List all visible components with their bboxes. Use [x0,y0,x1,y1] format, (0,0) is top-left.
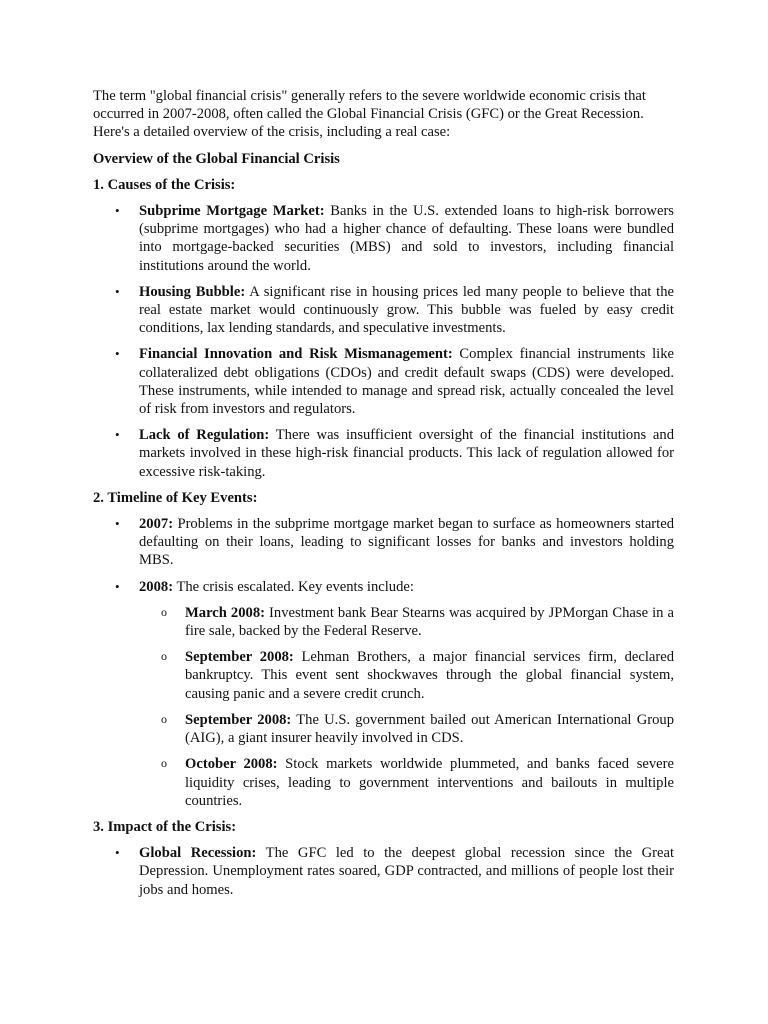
item-term: March 2008: [185,604,265,621]
list-item [93,283,674,338]
item-term: Lack of Regulation: [139,427,270,444]
list-item [93,515,674,570]
bullet-icon: • [115,427,120,443]
section-2-heading: 2. Timeline of Key Events: [93,489,258,506]
item-term: 2008: [139,578,174,595]
list-item [93,426,674,481]
item-text: Banks in the U.S. extended loans to high-risk borrowers (subprime mortgages) who had a higher chance of defaulting. These loans were bundled into mortgage-backed securities (MBS) and sold to investors, including financial institutions around the world. [139,203,674,274]
overview-heading: Overview of the Global Financial Crisis [93,150,340,167]
item-term: September 2008: [185,649,294,666]
list-item [93,578,674,810]
causes-list [93,202,674,481]
intro-paragraph: The term "global financial crisis" generally refers to the severe worldwide economic crisis that occurred in 2007-2008, often called the Global Financial Crisis (GFC) or the Great Recession. Here's a detailed overview of the crisis, including a real case: [93,88,646,141]
item-text: The GFC led to the deepest global recession since the Great Depression. Unemployment rates soared, GDP contracted, and millions of people lost their jobs and homes. [139,845,675,898]
circle-bullet-icon: o [161,649,167,664]
section-3-heading: 3. Impact of the Crisis: [93,818,237,835]
bullet-icon: • [115,516,120,532]
circle-bullet-icon: o [161,756,167,771]
section-1-heading: 1. Causes of the Crisis: [93,176,236,193]
bullet-icon: • [115,346,120,362]
document-body [93,87,674,907]
sublist-item [139,711,674,747]
item-text: Lehman Brothers, a major financial services firm, declared bankruptcy. This event sent shockwaves through the global financial system, causing panic and a severe credit crunch. [185,649,674,702]
item-text: Stock markets worldwide plummeted, and banks faced severe liquidity crises, leading to government interventions and bailouts in multiple countries. [185,756,674,809]
key-events-sublist [139,604,674,810]
timeline-list [93,515,674,810]
item-text: Investment bank Bear Stearns was acquired by JPMorgan Chase in a fire sale, backed by the Federal Reserve. [185,604,674,640]
item-text: There was insufficient oversight of the financial institutions and markets involved in these high-risk financial products. This lack of regulation allowed for excessive risk-taking. [139,427,674,480]
list-item [93,202,674,275]
bullet-icon: • [115,578,120,594]
circle-bullet-icon: o [161,711,167,726]
item-text: Complex financial instruments like collateralized debt obligations (CDOs) and credit default swaps (CDS) were developed. These instruments, while intended to manage and spread risk, actually concealed the level of risk from investors and regulators. [139,346,674,418]
item-term: September 2008: [185,711,292,728]
item-text: Problems in the subprime mortgage market began to surface as homeowners started defaulting on their loans, leading to significant losses for banks and investors holding MBS. [139,516,674,569]
bullet-icon: • [115,845,120,861]
item-text: The crisis escalated. Key events include: [173,578,414,595]
bullet-icon: • [115,203,120,219]
sublist-item [139,755,674,810]
item-term: Housing Bubble: [139,283,246,300]
item-term: Global Recession: [139,845,257,862]
item-term: 2007: [139,516,174,533]
sublist-item [139,648,674,703]
list-item [93,345,674,418]
item-term: Subprime Mortgage Market: [139,203,325,220]
item-term: Financial Innovation and Risk Mismanagement: [139,346,453,363]
item-text: The U.S. government bailed out American International Group (AIG), a giant insurer heavily involved in CDS. [185,711,674,747]
sublist-item [139,604,674,640]
impact-list [93,844,674,899]
item-term: October 2008: [185,756,278,773]
bullet-icon: • [115,283,120,299]
list-item [93,844,674,899]
circle-bullet-icon: o [161,604,167,619]
item-text: A significant rise in housing prices led many people to believe that the real estate market would continuously grow. This bubble was fueled by easy credit conditions, lax lending standards, and speculative investments. [139,283,674,337]
